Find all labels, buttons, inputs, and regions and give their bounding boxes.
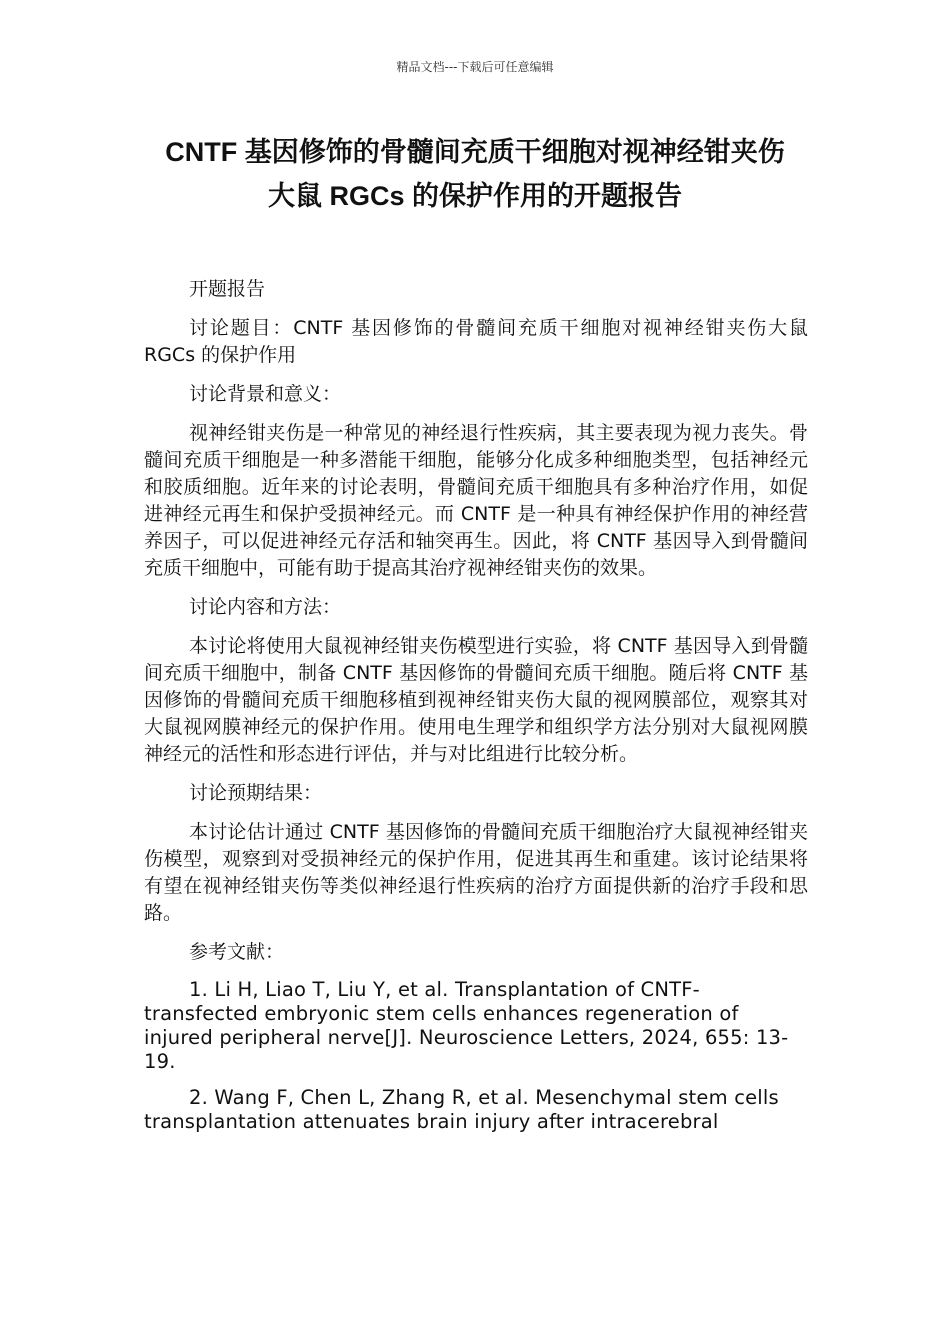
topic-paragraph: 讨论题目：CNTF 基因修饰的骨髓间充质干细胞对视神经钳夹伤大鼠 RGCs 的保护作用 <box>144 317 808 366</box>
document-title <box>120 130 830 218</box>
page-header-note: 精品文档---下载后可任意编辑 <box>396 60 554 74</box>
background-heading: 讨论背景和意义： <box>189 383 342 405</box>
results-heading: 讨论预期结果： <box>189 782 323 804</box>
document-body <box>144 276 808 1146</box>
section-label: 开题报告 <box>189 278 266 300</box>
references-heading: 参考文献： <box>189 941 285 963</box>
reference-item-2: 2. Wang F, Chen L, Zhang R, et al. Mesenchymal stem cells transplantation attenuates brain injury after intracerebral <box>144 1086 779 1133</box>
title-line-2: 大鼠 RGCs 的保护作用的开题报告 <box>267 181 683 211</box>
background-paragraph: 视神经钳夹伤是一种常见的神经退行性疾病，其主要表现为视力丧失。骨髓间充质干细胞是一种多潜能干细胞，能够分化成多种细胞类型，包括神经元和胶质细胞。近年来的讨论表明，骨髓间充质干细胞具有多种治疗作用，如促进神经元再生和保护受损神经元。而 CNTF 是一种具有神经保护作用的神经营养因子，可以促进神经元存活和轴突再生。因此，将 CNTF 基因导入到骨髓间充质干细胞中，可能有助于提高其治疗视神经钳夹伤的效果。 <box>144 422 808 579</box>
methods-paragraph: 本讨论将使用大鼠视神经钳夹伤模型进行实验，将 CNTF 基因导入到骨髓间充质干细胞中，制备 CNTF 基因修饰的骨髓间充质干细胞。随后将 CNTF 基因修饰的骨髓间充质干细胞移植到视神经钳夹伤大鼠的视网膜部位，观察其对大鼠视网膜神经元的保护作用。使用电生理学和组织学方法分别对大鼠视网膜神经元的活性和形态进行评估，并与对比组进行比较分析。 <box>144 635 808 765</box>
reference-item-1: 1. Li H, Liao T, Liu Y, et al. Transplantation of CNTF-transfected embryonic stem cells enhances regeneration of injured peripheral nerve[J]. Neuroscience Letters, 2024, 655: 13-19. <box>144 978 789 1073</box>
results-paragraph: 本讨论估计通过 CNTF 基因修饰的骨髓间充质干细胞治疗大鼠视神经钳夹伤模型，观察到对受损神经元的保护作用，促进其再生和重建。该讨论结果将有望在视神经钳夹伤等类似神经退行性疾病的治疗方面提供新的治疗手段和思路。 <box>144 821 808 924</box>
title-line-1: CNTF 基因修饰的骨髓间充质干细胞对视神经钳夹伤 <box>165 137 785 167</box>
methods-heading: 讨论内容和方法： <box>189 596 342 618</box>
